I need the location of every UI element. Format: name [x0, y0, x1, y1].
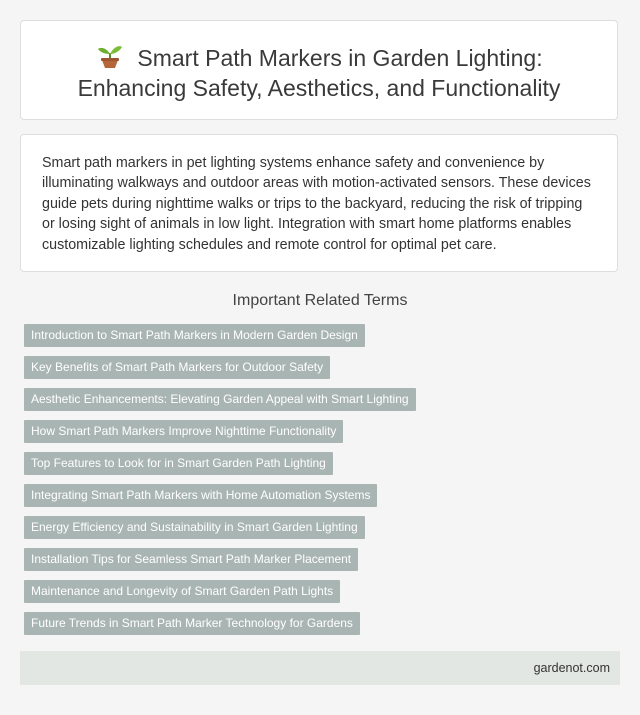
related-term-tag[interactable]: Key Benefits of Smart Path Markers for Outdoor Safety — [24, 356, 330, 379]
related-term-tag[interactable]: Top Features to Look for in Smart Garden Path Lighting — [24, 452, 333, 475]
related-term-tag[interactable]: Introduction to Smart Path Markers in Modern Garden Design — [24, 324, 365, 347]
title-line-2: Enhancing Safety, Aesthetics, and Functionality — [77, 75, 561, 101]
footer-bar — [20, 651, 620, 685]
related-term-tag[interactable]: How Smart Path Markers Improve Nighttime Functionality — [24, 420, 343, 443]
footer-site-link[interactable]: gardenot.com — [533, 661, 610, 675]
related-term-tag[interactable]: Energy Efficiency and Sustainability in Smart Garden Lighting — [24, 516, 365, 539]
sprout-icon — [95, 43, 125, 69]
summary-text: Smart path markers in pet lighting systems enhance safety and convenience by illuminating walkways and outdoor areas with motion-activated sensors. These devices guide pets during nighttime walks or trips to the backyard, reducing the risk of tripping or losing sight of animals in low light. Integration with smart home platforms enables customizable lighting schedules and remote control for optimal pet care. — [42, 155, 591, 253]
related-term-tag[interactable]: Maintenance and Longevity of Smart Garden Path Lights — [24, 580, 340, 603]
related-term-tag[interactable]: Installation Tips for Seamless Smart Path Marker Placement — [24, 548, 358, 571]
related-term-tag[interactable]: Future Trends in Smart Path Marker Technology for Gardens — [24, 612, 360, 635]
related-term-tag[interactable]: Aesthetic Enhancements: Elevating Garden Appeal with Smart Lighting — [24, 388, 416, 411]
related-term-tag[interactable]: Integrating Smart Path Markers with Home Automation Systems — [24, 484, 377, 507]
page-title — [21, 43, 617, 103]
summary-card — [20, 134, 618, 272]
related-terms-list — [24, 324, 416, 644]
related-terms-heading: Important Related Terms — [232, 292, 408, 309]
title-line-1: Smart Path Markers in Garden Lighting: — [137, 45, 543, 71]
title-card — [20, 20, 618, 120]
